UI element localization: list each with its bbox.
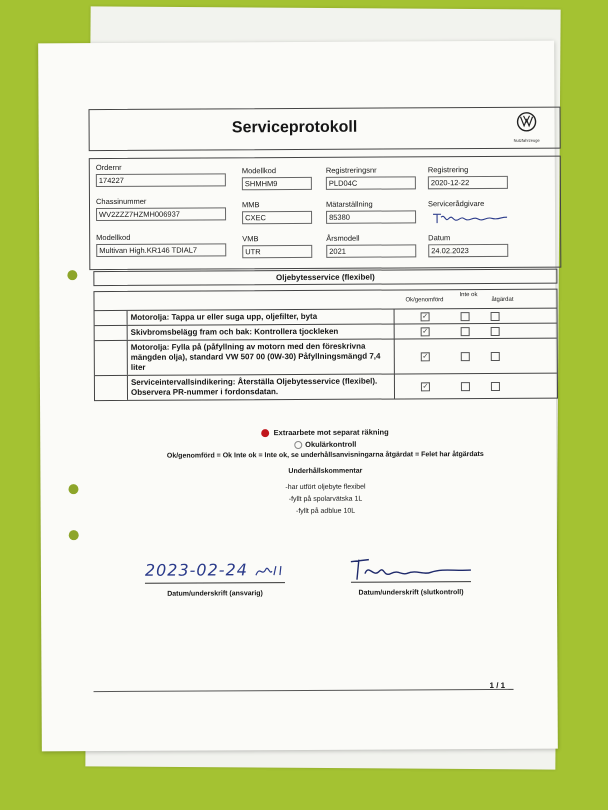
date-field [428, 233, 508, 257]
brand-sub: Nutzfahrzeuge [513, 137, 540, 143]
chassis-field [96, 196, 226, 221]
odometer-label: Mätarställning [325, 199, 373, 209]
footer-line [94, 689, 514, 692]
visual-check-note [90, 439, 560, 450]
punch-hole [67, 270, 77, 280]
order-label: Ordernr [95, 162, 122, 173]
model-code-value: SHMHM9 [242, 177, 312, 190]
odometer-field [326, 199, 416, 223]
col-not-ok-header: Inte ok [459, 292, 478, 299]
not-ok-checkbox[interactable] [461, 327, 470, 336]
advisor-field [428, 199, 508, 224]
comment-line: -har utfört oljebyte flexibel [285, 483, 366, 492]
red-dot-icon [262, 429, 270, 437]
punch-hole [68, 484, 78, 494]
model-field [96, 232, 226, 257]
visual-check-text: Okulärkontroll [305, 439, 357, 449]
task-row [95, 339, 557, 376]
registration-label: Registrering [427, 165, 469, 175]
section-title: Oljebytesservice (flexibel) [93, 269, 557, 286]
signature-line-left [145, 582, 285, 584]
page-number: 1 / 1 [489, 680, 506, 691]
reg-nr-field [326, 165, 416, 189]
col-fixed-header: åtgärdat [491, 296, 514, 303]
mmb-label: MMB [241, 200, 260, 210]
year-label: Årsmodell [326, 233, 360, 243]
ok-checkbox[interactable]: ✓ [422, 353, 429, 361]
vmb-field [242, 234, 312, 258]
ok-checkbox[interactable]: ✓ [422, 383, 429, 391]
radio-icon [294, 441, 302, 449]
title-box [88, 107, 560, 151]
task-text: Serviceintervallsindikering: Återställa Oljebytesservice (flexibel). Observera PR-nummer i fordonsdatan. [127, 374, 395, 399]
fixed-checkbox[interactable] [491, 312, 500, 321]
order-field [96, 162, 226, 187]
model-value: Multivan High.KR146 TDIAL7 [96, 243, 226, 257]
year-value: 2021 [326, 244, 416, 257]
registration-field [428, 165, 508, 189]
comment-title: Underhållskommentar [288, 467, 363, 476]
comment-line: -fyllt på adblue 10L [296, 507, 356, 516]
status-key: Ok/genomförd = Ok Inte ok = Inte ok, se underhållsanvisningarna åtgärdat = Felet har åtgärdats [166, 451, 484, 460]
year-field [326, 233, 416, 257]
date-value: 24.02.2023 [428, 244, 508, 257]
advisor-label: Servicerådgivare [427, 199, 485, 209]
task-text: Skivbromsbelägg fram och bak: Kontrollera tjockleken [127, 324, 395, 339]
odometer-value: 85380 [326, 210, 416, 223]
date-label: Datum [428, 233, 451, 243]
not-ok-checkbox[interactable] [461, 352, 470, 361]
task-text: Motorolja: Fylla på (påfyllning av motorn med den föreskrivna mängden olja), standard VW 507 00 (0W-30) Påfyllningsmängd 7,4 liter [127, 339, 395, 374]
task-text: Motorolja: Tappa ur eller suga upp, oljefilter, byta [127, 309, 395, 324]
handwritten-date-text: 2023-02-24 [144, 560, 248, 580]
handwritten-date [145, 560, 284, 580]
extra-work-text: Extraarbete mot separat räkning [273, 427, 389, 438]
signature-label-right: Datum/underskrift (slutkontroll) [358, 589, 464, 597]
service-sheet [38, 41, 558, 752]
not-ok-checkbox[interactable] [461, 312, 470, 321]
reg-nr-label: Registreringsnr [325, 165, 377, 175]
mmb-field [242, 200, 312, 224]
task-table [93, 289, 558, 401]
model-code-field [242, 166, 312, 190]
not-ok-checkbox[interactable] [461, 382, 470, 391]
task-row [95, 374, 557, 400]
ok-checkbox[interactable]: ✓ [422, 328, 429, 336]
fixed-checkbox[interactable] [491, 327, 500, 336]
signature-label-left: Datum/underskrift (ansvarig) [167, 590, 263, 598]
vmb-value: UTR [242, 245, 312, 258]
initials-icon [254, 563, 284, 579]
vw-logo [506, 112, 548, 143]
model-code-label: Modellkod [241, 166, 277, 176]
col-ok-header: Ok/genomförd [405, 297, 444, 304]
signature-icon [431, 211, 508, 224]
model-label: Modellkod [96, 232, 131, 243]
fixed-checkbox[interactable] [491, 352, 500, 361]
extra-work-note [90, 427, 560, 438]
mmb-value: CXEC [242, 211, 312, 224]
page-title: Serviceprotokoll [231, 118, 358, 137]
task-table-header [94, 290, 556, 311]
vmb-label: VMB [242, 234, 259, 244]
comment-line: -fyllt på spolarvätska 1L [288, 495, 363, 504]
advisor-signature [428, 210, 508, 224]
order-value: 174227 [96, 173, 226, 187]
registration-value: 2020-12-22 [428, 176, 508, 189]
fixed-checkbox[interactable] [491, 382, 500, 391]
ok-checkbox[interactable]: ✓ [422, 313, 429, 321]
reg-nr-value: PLD04C [326, 176, 416, 189]
chassis-label: Chassinummer [95, 196, 147, 207]
punch-hole [69, 530, 79, 540]
vehicle-info [89, 156, 562, 270]
chassis-value: WV2ZZZ7HZMH006937 [96, 207, 226, 221]
vw-logo-icon [517, 112, 537, 132]
